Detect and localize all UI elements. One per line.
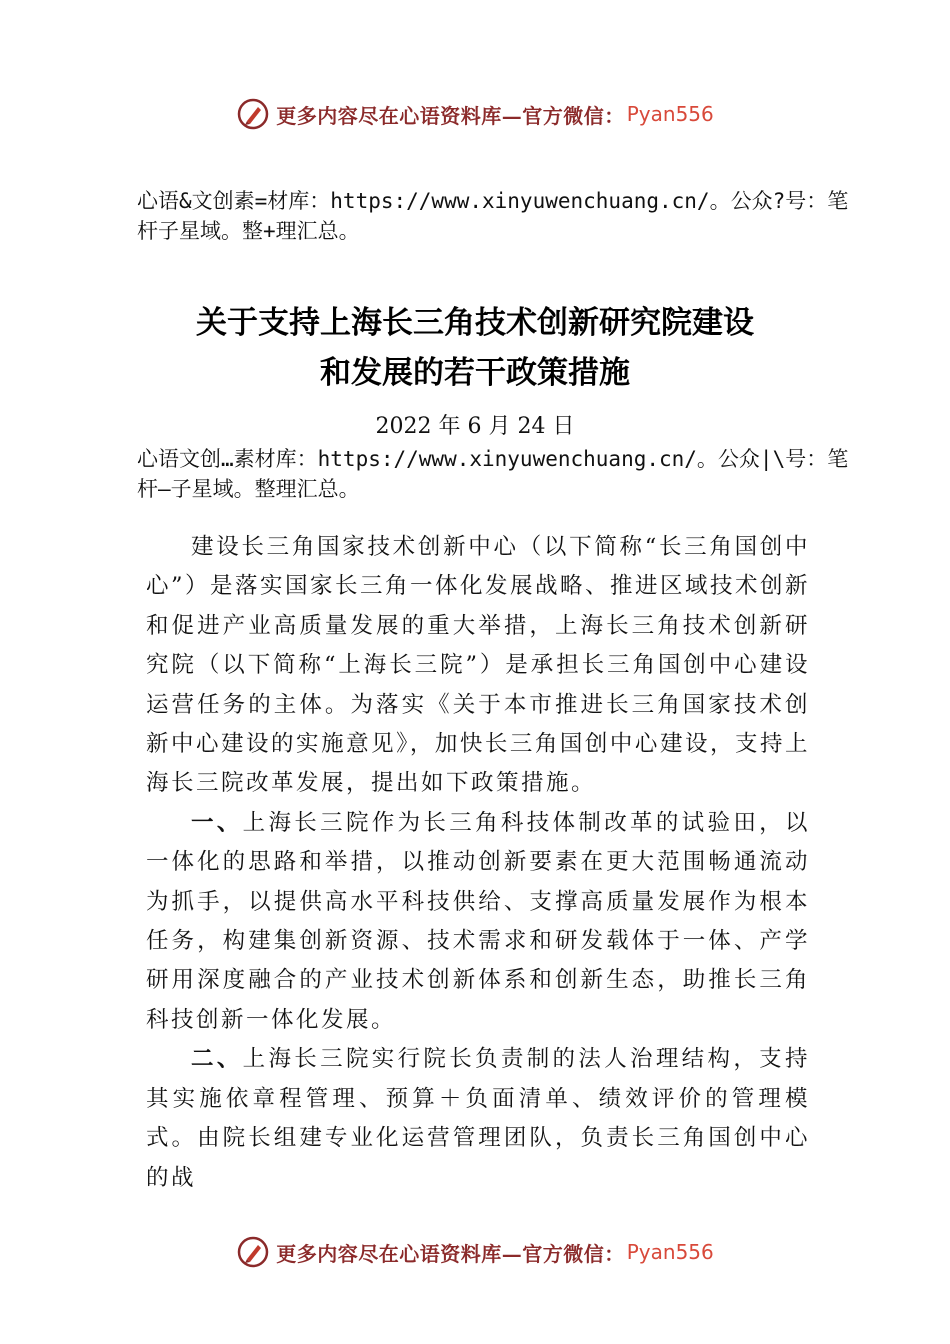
paragraph-lead: 二、 <box>191 1046 243 1073</box>
paragraph-lead: 一、 <box>191 809 243 836</box>
title-line-2: 和发展的若干政策措施 <box>320 355 630 391</box>
paragraph-text: 建设长三角国家技术创新中心（以下简称“长三角国创中心”）是落实国家长三角一体化发展战略、推进区域技术创新和促进产业高质量发展的重大举措，上海长三角技术创新研究院（以下简称“上海长三院”）是承担长三角国创中心建设运营任务的主体。为落实《关于本市推进长三角国家技术创新中心建设的实施意见》，加快长三角国创中心建设，支持上海长三院改革发展，提出如下政策措施。 <box>146 534 811 797</box>
watermark-text: 心语&文创素=材库：https://www.xinyuwenchuang.cn/。公众?号：笔杆子星域。整+理汇总。 <box>137 189 849 243</box>
header-banner <box>0 94 950 134</box>
paragraph-text: 上海长三院实行院长负责制的法人治理结构，支持其实施依章程管理、预算＋负面清单、绩效评价的管理模式。由院长组建专业化运营管理团队，负责长三角国创中心的战 <box>146 1046 810 1191</box>
paragraph-text: 上海长三院作为长三角科技体制改革的试验田，以一体化的思路和举措，以推动创新要素在更大范围畅通流动为抓手，以提供高水平科技供给、支撑高质量发展作为根本任务，构建集创新资源、技术需求和研发载体于一体、产学研用深度融合的产业技术创新体系和创新生态，助推长三角科技创新一体化发展。 <box>146 809 810 1033</box>
footer-banner <box>0 1232 950 1272</box>
banner-wechat-id: Pyan556 <box>626 1240 714 1264</box>
watermark-text: 心语文创…素材库：https://www.xinyuwenchuang.cn/。公众|\号：笔杆—子星域。整理汇总。 <box>137 447 849 501</box>
title-line-1: 关于支持上海长三角技术创新研究院建设 <box>196 305 754 341</box>
pen-nib-logo-icon <box>236 1235 270 1269</box>
paragraph <box>146 1040 810 1198</box>
document-title <box>0 298 950 398</box>
paragraph <box>146 528 810 804</box>
banner-text: 更多内容尽在心语资料库—官方微信： <box>276 103 625 128</box>
document-body <box>146 528 810 1198</box>
banner-text: 更多内容尽在心语资料库—官方微信： <box>276 1241 625 1266</box>
document-date: 2022 年 6 月 24 日 <box>375 414 575 439</box>
pen-nib-logo-icon <box>236 97 270 131</box>
banner-wechat-id: Pyan556 <box>626 102 714 126</box>
paragraph <box>146 804 810 1040</box>
